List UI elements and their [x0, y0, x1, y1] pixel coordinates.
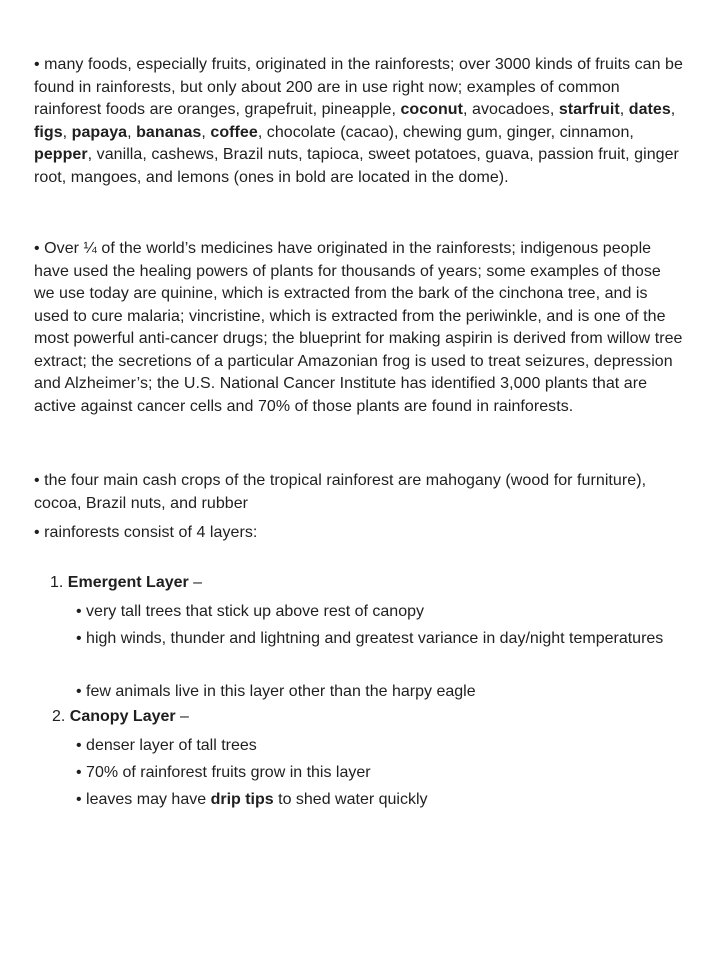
- bold-food-bananas: bananas: [136, 123, 202, 141]
- list-item: • high winds, thunder and lightning and greatest variance in day/night temperatures: [76, 630, 664, 647]
- layer-dash: –: [175, 708, 189, 725]
- bold-food-papaya: papaya: [71, 123, 128, 141]
- list-item: • very tall trees that stick up above rest of canopy: [76, 603, 424, 620]
- text: , vanilla, cashews, Brazil nuts, tapioca, sweet potatoes, guava, passion fruit, ginger root, mangoes, and lemons (ones in bold are located in the dome).: [34, 146, 679, 186]
- list-item: • 70% of rainforest fruits grow in this layer: [76, 764, 371, 781]
- layer-name: Canopy Layer: [69, 708, 176, 725]
- text: , avocadoes,: [463, 101, 559, 118]
- text: • leaves may have: [76, 791, 211, 808]
- text: ,: [670, 101, 676, 118]
- text: ,: [127, 123, 137, 141]
- bold-food-figs: figs: [34, 123, 63, 141]
- paragraph-medicines: • Over ¼ of the world’s medicines have originated in the rainforests; indigenous people have used the healing powers of plants for thousands of years; some examples of those we use today are quinine, which is extracted from the bark of the cinchona tree, and is used to cure malaria; vincristine, which is extracted from the periwinkle, and is one of the most powerful anti-cancer drugs; the blueprint for making aspirin is derived from willow tree extract; the secretions of a particular Amazonian frog is used to treat seizures, depression and Alzheimer’s; the U.S. National Cancer Institute has identified 3,000 plants that are active against cancer cells and 70% of those plants are found in rainforests.: [34, 240, 683, 415]
- layer-heading-canopy: [52, 706, 189, 729]
- text: • many foods, especially fruits, originated in the rainforests; over 3000 kinds of fruits can be found in rainforests, but only about 200 are in use right now; examples of common rainforest foods are oranges, grapefruit, pineapple,: [34, 56, 683, 118]
- paragraph-layers-intro: • rainforests consist of 4 layers:: [34, 524, 258, 541]
- layer-heading-emergent: [50, 572, 202, 595]
- text: ,: [619, 101, 629, 118]
- layer-number: 1.: [50, 574, 68, 591]
- text: ,: [201, 123, 211, 141]
- list-item: [76, 787, 676, 813]
- bold-food-dates: dates: [628, 101, 671, 118]
- bold-food-starfruit: starfruit: [558, 101, 620, 118]
- list-item: • denser layer of tall trees: [76, 737, 257, 754]
- text: , chocolate (cacao), chewing gum, ginger, cinnamon,: [257, 123, 634, 141]
- bold-food-coffee: coffee: [210, 123, 258, 141]
- layer-dash: –: [188, 574, 203, 591]
- bold-food-pepper: pepper: [34, 146, 88, 163]
- bold-term-drip-tips: drip tips: [210, 791, 274, 808]
- paragraph-cash-crops: • the four main cash crops of the tropical rainforest are mahogany (wood for furniture), cocoa, Brazil nuts, and rubber: [34, 472, 647, 512]
- layer-name: Emergent Layer: [67, 574, 189, 591]
- paragraph-foods: [34, 54, 684, 189]
- bold-food-coconut: coconut: [400, 101, 464, 118]
- text: ,: [62, 123, 72, 141]
- text: to shed water quickly: [273, 791, 428, 808]
- list-item: • few animals live in this layer other than the harpy eagle: [76, 683, 476, 700]
- layer-number: 2.: [52, 708, 70, 725]
